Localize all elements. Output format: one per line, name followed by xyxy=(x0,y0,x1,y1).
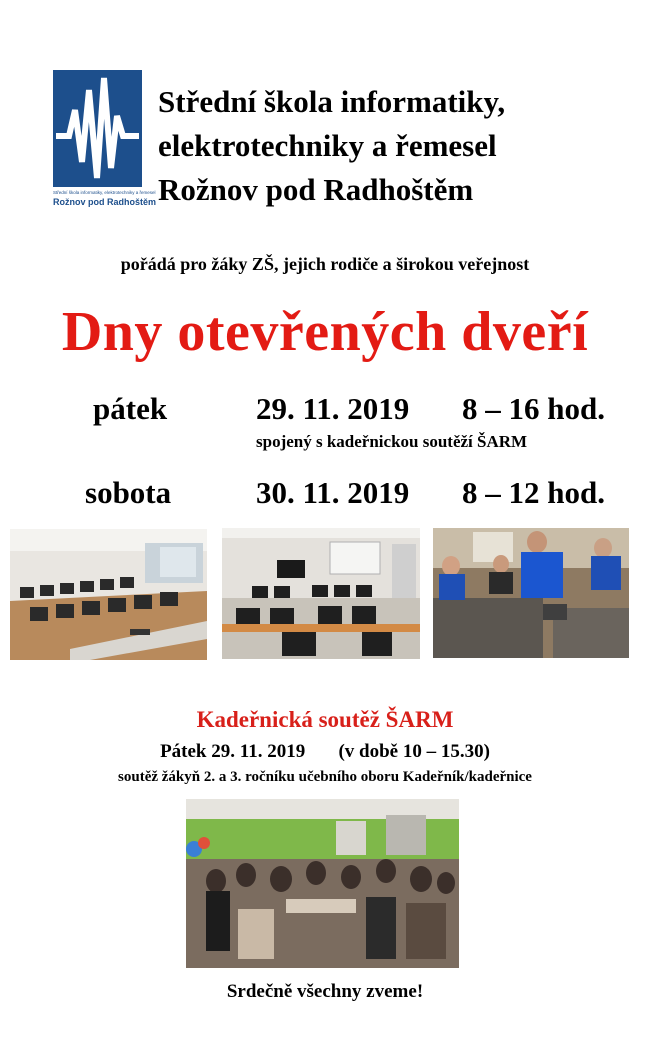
logo-small-text: Střední škola informatiky, elektrotechniky a řemesel xyxy=(53,190,156,195)
photo-workshop xyxy=(433,528,629,658)
school-name-line-1: Střední škola informatiky, xyxy=(158,84,506,119)
schedule-date-1: 29. 11. 2019 xyxy=(256,391,410,426)
schedule-time-1: 8 – 16 hod. xyxy=(462,391,605,426)
photo-computer-classroom-2 xyxy=(222,528,420,659)
schedule-day-2: sobota xyxy=(85,475,172,510)
school-name-line-3: Rožnov pod Radhoštěm xyxy=(158,172,474,207)
school-name xyxy=(158,80,505,212)
closing-text: Srdečně všechny zveme! xyxy=(226,981,424,1002)
schedule-date-2: 30. 11. 2019 xyxy=(256,475,410,510)
intro-text: pořádá pro žáky ZŠ, jejich rodiče a širokou veřejnost xyxy=(120,254,530,274)
event-title: Dny otevřených dveří xyxy=(61,301,589,363)
logo-city-text: Rožnov pod Radhoštěm xyxy=(53,197,156,207)
photo-hairdressing-competition xyxy=(186,799,459,968)
school-logo xyxy=(53,70,156,212)
school-name-line-2: elektrotechniky a řemesel xyxy=(158,128,497,163)
schedule-day-1: pátek xyxy=(93,391,168,426)
schedule-note-1: spojený s kadeřnickou soutěží ŠARM xyxy=(256,432,528,451)
competition-heading: Kadeřnická soutěž ŠARM xyxy=(196,707,454,732)
heartbeat-icon xyxy=(53,70,142,187)
photo-computer-classroom-1 xyxy=(10,529,207,660)
competition-description: soutěž žákyň 2. a 3. ročníku učebního oboru Kadeřník/kadeřnice xyxy=(118,769,532,785)
competition-date: Pátek 29. 11. 2019 (v době 10 – 15.30) xyxy=(160,741,490,762)
schedule-time-2: 8 – 12 hod. xyxy=(462,475,605,510)
